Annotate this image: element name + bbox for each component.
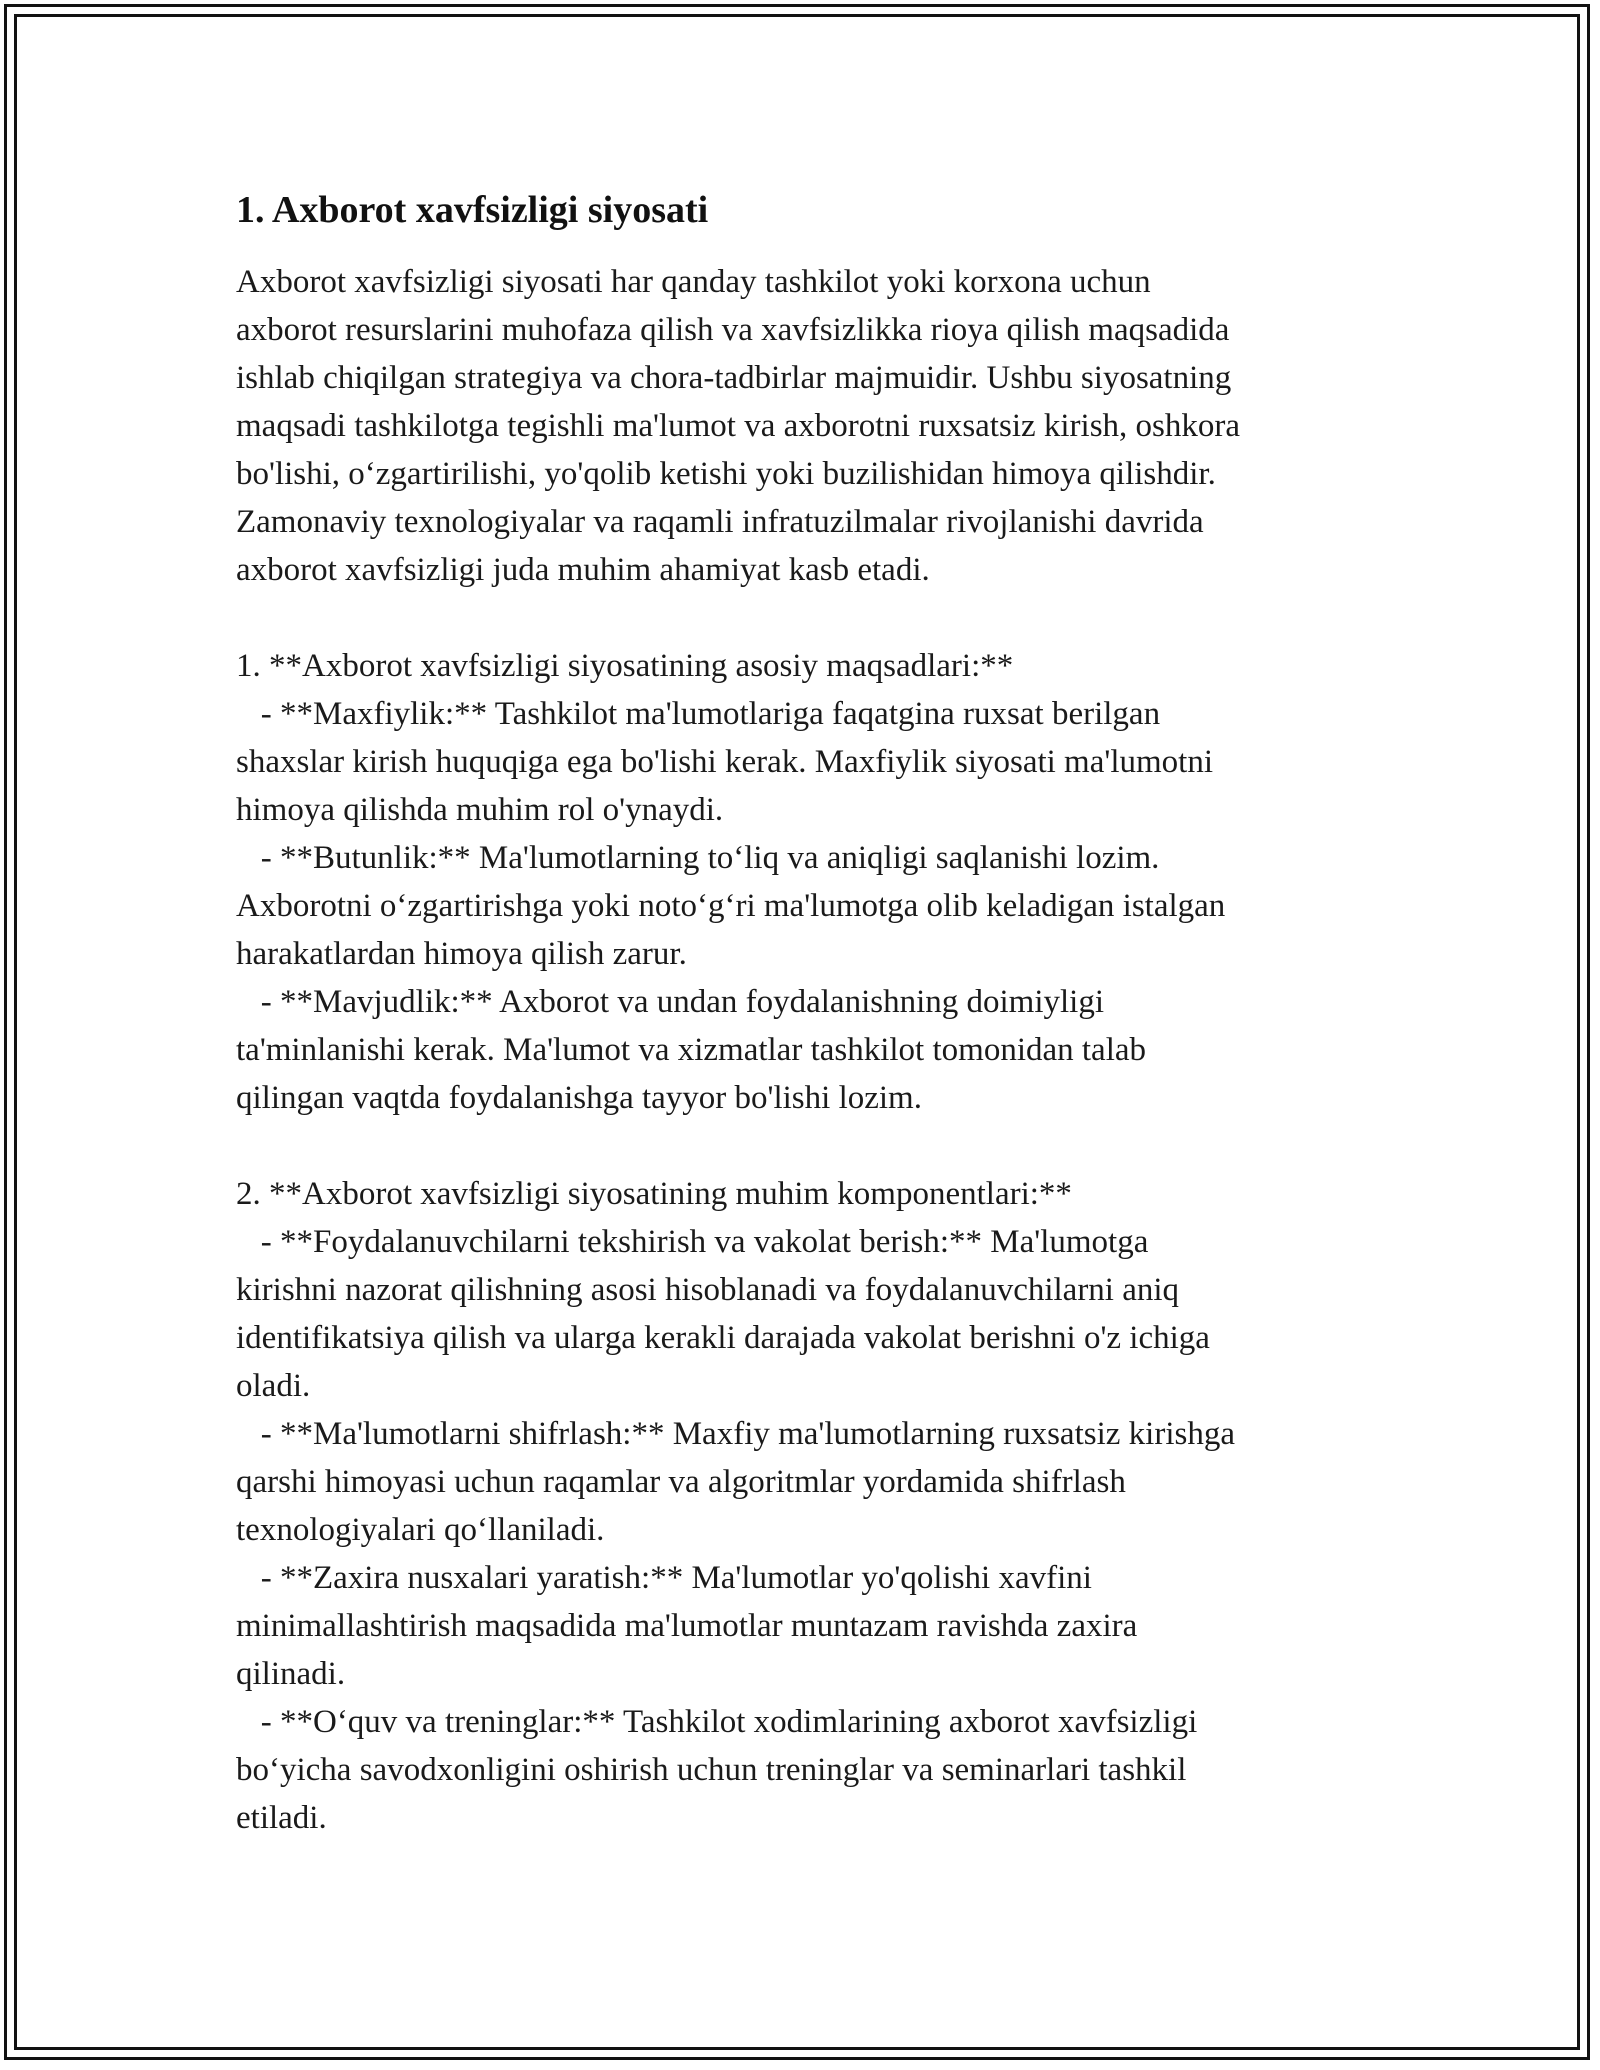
document-body — [236, 186, 1366, 1842]
goals-line: - **Maxfiylik:** Tashkilot ma'lumotlariga faqatgina ruxsat berilgan — [236, 696, 1161, 732]
paragraph-gap — [236, 594, 1366, 642]
components-line: kirishni nazorat qilishning asosi hisoblanadi va foydalanuvchilarni aniq — [236, 1272, 1180, 1308]
intro-line: Zamonaviy texnologiyalar va raqamli infratuzilmalar rivojlanishi davrida — [236, 504, 1204, 540]
intro-line: bo'lishi, o‘zgartirilishi, yo'qolib ketishi yoki buzilishidan himoya qilishdir. — [236, 456, 1216, 492]
section-components — [236, 1170, 1366, 1842]
goals-line: - **Butunlik:** Ma'lumotlarning to‘liq va aniqligi saqlanishi lozim. — [236, 840, 1160, 876]
intro-line: ishlab chiqilgan strategiya va chora-tadbirlar majmuidir. Ushbu siyosatning — [236, 360, 1232, 396]
intro-line: axborot resurslarini muhofaza qilish va xavfsizlikka rioya qilish maqsadida — [236, 312, 1230, 348]
goals-line: Axborotni o‘zgartirishga yoki noto‘g‘ri ma'lumotga olib keladigan istalgan — [236, 888, 1226, 924]
components-line: - **Ma'lumotlarni shifrlash:** Maxfiy ma'lumotlarning ruxsatsiz kirishga — [236, 1416, 1235, 1452]
components-line: - **Foydalanuvchilarni tekshirish va vakolat berish:** Ma'lumotga — [236, 1224, 1149, 1260]
components-line: - **Zaxira nusxalari yaratish:** Ma'lumotlar yo'qolishi xavfini — [236, 1560, 1092, 1596]
intro-line: maqsadi tashkilotga tegishli ma'lumot va axborotni ruxsatsiz kirish, oshkora — [236, 408, 1241, 444]
section-goals — [236, 642, 1366, 1122]
components-line: oladi. — [236, 1368, 311, 1404]
goals-line: harakatlardan himoya qilish zarur. — [236, 936, 687, 972]
goals-line: qilingan vaqtda foydalanishga tayyor bo'lishi lozim. — [236, 1080, 922, 1116]
components-line: - **O‘quv va treninglar:** Tashkilot xodimlarining axborot xavfsizligi — [236, 1704, 1198, 1740]
document-title: 1. Axborot xavfsizligi siyosati — [236, 189, 709, 231]
components-line: identifikatsiya qilish va ularga kerakli darajada vakolat berishni o'z ichiga — [236, 1320, 1210, 1356]
intro-line: Axborot xavfsizligi siyosati har qanday tashkilot yoki korxona uchun — [236, 264, 1151, 300]
paragraph-gap — [236, 1122, 1366, 1170]
intro-paragraph — [236, 258, 1366, 594]
components-line: minimallashtirish maqsadida ma'lumotlar muntazam ravishda zaxira — [236, 1608, 1138, 1644]
goals-line: ta'minlanishi kerak. Ma'lumot va xizmatlar tashkilot tomonidan talab — [236, 1032, 1147, 1068]
goals-line: - **Mavjudlik:** Axborot va undan foydalanishning doimiyligi — [236, 984, 1105, 1020]
components-line: texnologiyalari qo‘llaniladi. — [236, 1512, 605, 1548]
components-line: qarshi himoyasi uchun raqamlar va algoritmlar yordamida shifrlash — [236, 1464, 1126, 1500]
components-line: bo‘yicha savodxonligini oshirish uchun treninglar va seminarlari tashkil — [236, 1752, 1187, 1788]
goals-line: shaxslar kirish huquqiga ega bo'lishi kerak. Maxfiylik siyosati ma'lumotni — [236, 744, 1213, 780]
components-line: 2. **Axborot xavfsizligi siyosatining muhim komponentlari:** — [236, 1176, 1072, 1212]
components-line: qilinadi. — [236, 1656, 346, 1692]
goals-line: himoya qilishda muhim rol o'ynaydi. — [236, 792, 724, 828]
intro-line: axborot xavfsizligi juda muhim ahamiyat kasb etadi. — [236, 552, 930, 588]
goals-line: 1. **Axborot xavfsizligi siyosatining asosiy maqsadlari:** — [236, 648, 1014, 684]
components-line: etiladi. — [236, 1800, 327, 1836]
